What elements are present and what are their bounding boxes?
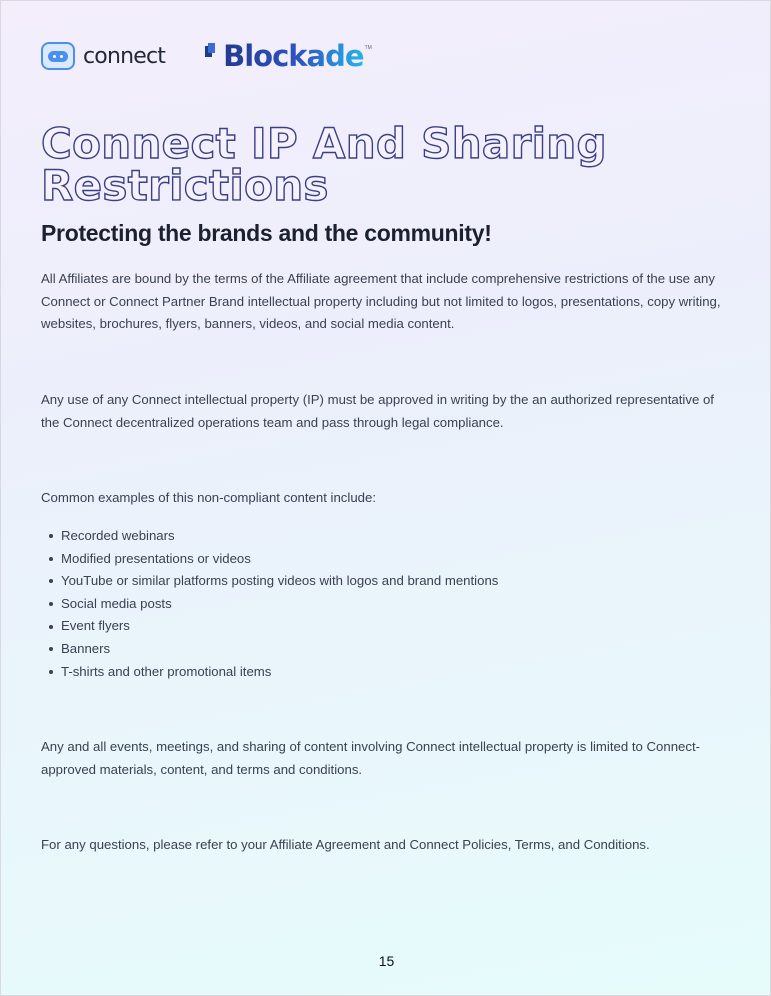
connect-logo [41,42,165,70]
list-item: T-shirts and other promotional items [41,661,498,684]
list-item: Banners [41,638,498,661]
connect-logo-icon [41,42,75,70]
blockade-logo-text: Blockade [223,39,364,73]
list-item: Event flyers [41,615,498,638]
questions-paragraph: For any questions, please refer to your Affiliate Agreement and Connect Policies, Terms, and Conditions. [41,837,650,852]
blockade-trademark: TM [364,45,372,51]
list-item: Social media posts [41,593,498,616]
examples-list [41,525,498,683]
blockade-logo-icon [205,43,215,57]
bullet-icon [49,602,53,606]
bullet-icon [49,534,53,538]
blockade-logo [205,41,372,71]
list-item: Modified presentations or videos [41,548,498,571]
list-item: YouTube or similar platforms posting videos with logos and brand mentions [41,570,498,593]
bullet-icon [49,647,53,651]
bullet-icon [49,670,53,674]
events-paragraph: Any and all events, meetings, and sharing of content involving Connect intellectual property is limited to Connect-approved materials, content, and terms and conditions. [41,739,701,777]
page-number: 15 [378,953,395,969]
list-item: Recorded webinars [41,525,498,548]
header-logos [41,41,372,71]
page-subtitle: Protecting the brands and the community! [41,220,492,246]
connect-logo-text: connect [83,43,166,69]
page-title: Connect IP And Sharing Restrictions [41,119,607,210]
bullet-icon [49,557,53,561]
approval-paragraph: Any use of any Connect intellectual property (IP) must be approved in writing by the an authorized representative of the Connect decentralized operations team and pass through legal compliance. [41,392,714,430]
bullet-icon [49,579,53,583]
bullet-icon [49,625,53,629]
intro-paragraph: All Affiliates are bound by the terms of the Affiliate agreement that include comprehensive restrictions of the use any Connect or Connect Partner Brand intellectual property including but not limited to logos, presentations, copy writing, websites, brochures, flyers, banners, videos, and social media content. [41,271,721,332]
examples-intro: Common examples of this non-compliant content include: [41,490,376,505]
